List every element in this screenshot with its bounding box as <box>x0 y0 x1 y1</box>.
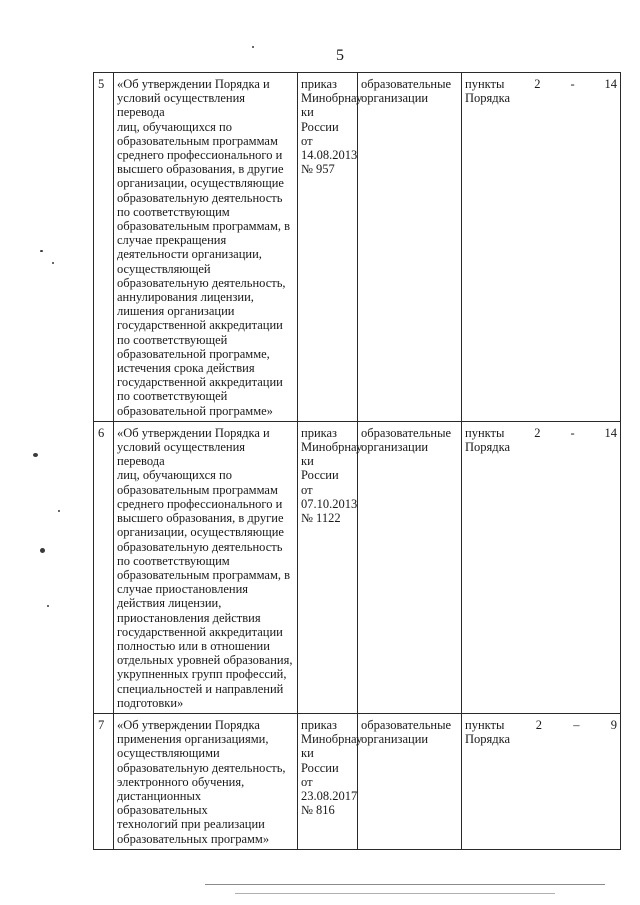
subjects: образовательные организации <box>358 713 462 849</box>
scan-speck <box>252 46 254 48</box>
points-dash: - <box>570 77 575 91</box>
points-to: 14 <box>604 77 617 91</box>
scan-speck <box>47 605 49 607</box>
points-line <box>465 718 617 732</box>
scan-speck <box>40 548 45 553</box>
subjects: образовательные организации <box>358 73 462 422</box>
document-title: «Об утверждении Порядка и условий осуществления перевода лиц, обучающихся по образовательным программам среднего профессионального и высшего образования, в другие организации, осуществляющие образовательную деятельность по соответствующим образовательным программам, в случае приостановления действия лицензии, приостановления действия государственной аккредитации полностью или в отношении отдельных уровней образования, укрупненных групп профессий, специальностей и направлений подготовки» <box>114 421 298 713</box>
points-to: 9 <box>610 717 617 732</box>
points-cell <box>462 421 621 713</box>
row-number: 7 <box>94 713 114 849</box>
points-from: 2 <box>534 425 541 440</box>
points-of: Порядка <box>465 440 511 455</box>
page-number: 5 <box>336 47 344 64</box>
scan-speck <box>58 510 60 512</box>
points-word: пункты <box>465 425 505 440</box>
subjects: образовательные организации <box>358 421 462 713</box>
points-word: пункты <box>465 717 505 732</box>
document-title: «Об утверждении Порядка и условий осуществления перевода лиц, обучающихся по образовательным программам среднего профессионального и высшего образования, в другие организации, осуществляющие образовательную деятельность по соответствующим образовательным программам, в случае прекращения деятельности организации, осуществляющей образовательную деятельность, аннулирования лицензии, лишения организации государственной аккредитации по соответствующей образовательной программе, истечения срока действия государственной аккредитации по соответствующей образовательной программе» <box>114 73 298 422</box>
points-dash: - <box>570 425 575 440</box>
row-number: 5 <box>94 73 114 422</box>
points-cell <box>462 713 621 849</box>
points-line <box>465 77 617 91</box>
order-details: приказ Минобрнау ки России от 23.08.2017 № 816 <box>298 713 358 849</box>
document-title: «Об утверждении Порядка применения организациями, осуществляющими образовательную деятельность, электронного обучения, дистанционных образовательных технологий при реализации образовательных программ» <box>114 713 298 849</box>
points-word: пункты <box>465 77 505 91</box>
points-from: 2 <box>535 717 542 732</box>
order-details: приказ Минобрнау ки России от 14.08.2013 № 957 <box>298 73 358 422</box>
points-to: 14 <box>604 425 617 440</box>
table-row <box>94 421 621 713</box>
points-of: Порядка <box>465 732 511 747</box>
scan-speck <box>40 250 43 252</box>
scan-line <box>205 884 605 885</box>
table-row <box>94 73 621 422</box>
points-cell <box>462 73 621 422</box>
scan-speck <box>33 453 38 457</box>
points-of: Порядка <box>465 91 511 106</box>
table-row <box>94 713 621 849</box>
points-line <box>465 426 617 440</box>
points-from: 2 <box>534 77 541 91</box>
row-number: 6 <box>94 421 114 713</box>
scan-speck <box>52 262 54 264</box>
order-details: приказ Минобрнау ки России от 07.10.2013 № 1122 <box>298 421 358 713</box>
scan-line <box>235 893 555 894</box>
regulations-table <box>93 72 621 850</box>
points-dash: – <box>573 717 580 732</box>
